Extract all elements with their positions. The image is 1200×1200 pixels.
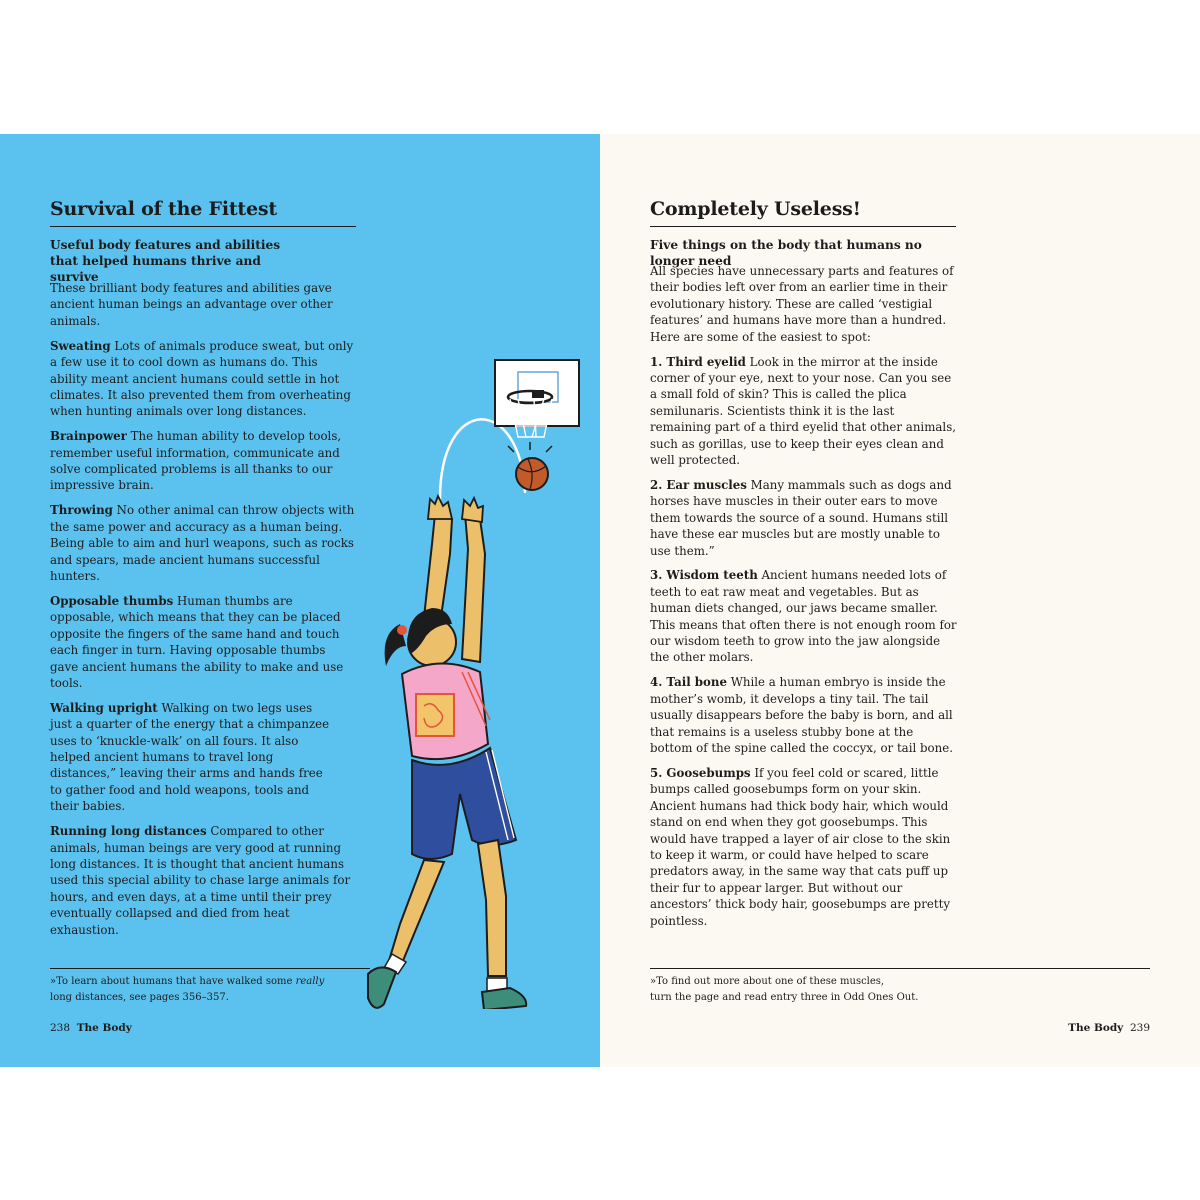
left-item-opposable-thumbs: Opposable thumbs Human thumbs are opposable, which means that they can be placed opposite the fingers of the same hand and touch each finger in turn. Having opposable thumbs gave ancient humans the ability to make and use tools.: [50, 593, 344, 690]
right-item-tail-bone: 4. Tail bone While a human embryo is inside the mother’s womb, it develops a tiny tail. The tail usually disappears before the baby is born, and all that remains is a useless stubby bone at the bottom of the spine called the coccyx, or tail bone.: [650, 675, 953, 755]
right-item-wisdom-teeth: 3. Wisdom teeth Ancient humans needed lots of teeth to eat raw meat and vegetables. But as human diets changed, our jaws became smaller. This means that often there is not enough room for our wisdom teeth to grow into the jaw alongside the other molars.: [650, 568, 957, 665]
book-spread: [0, 134, 1200, 1067]
left-footnote-rule: [50, 968, 370, 969]
left-folio: [50, 1022, 132, 1034]
right-footnote: »To find out more about one of these muscles, turn the page and read entry three in Odd Ones Out.: [650, 976, 919, 1003]
right-page-body: [650, 263, 958, 937]
left-item-sweating: Sweating Lots of animals produce sweat, but only a few use it to cool down as humans do. This ability meant ancient humans could settle in hot climates. It also prevented them from overheating when hunting animals over long distances.: [50, 338, 354, 419]
right-section-name: The Body: [1068, 1022, 1124, 1034]
left-page-body: [50, 280, 358, 947]
left-item-brainpower: Brainpower The human ability to develop tools, remember useful information, communicate and solve complicated problems is all thanks to our impressive brain.: [50, 429, 342, 493]
left-footnote: »To learn about humans that have walked some really long distances, see pages 356–357.: [50, 976, 325, 1003]
right-page-subtitle: Five things on the body that humans no longer need: [650, 238, 922, 268]
left-item-throwing: Throwing No other animal can throw objects with the same power and accuracy as a human being. Being able to aim and hurl weapons, such as rocks and spears, made ancient humans successful hunters.: [50, 503, 355, 583]
left-page-title: Survival of the Fittest: [50, 198, 356, 227]
right-page-number: 239: [1129, 1022, 1150, 1034]
right-page: [600, 134, 1200, 1067]
left-item-running: Running long distances Compared to other animals, human beings are very good at running long distances. It is thought that ancient humans used this special ability to chase large animals for hours, and even days, at a time until their prey eventually collapsed and died from heat exhaustion.: [50, 824, 351, 937]
left-intro: These brilliant body features and abilities gave ancient human beings an advantage over other animals.: [50, 281, 333, 328]
right-item-ear-muscles: 2. Ear muscles Many mammals such as dogs and horses have muscles in their outer ears to move them towards the source of a sound. Humans still have these ear muscles but are mostly unable to use them.”: [650, 477, 952, 558]
left-page-subtitle: Useful body features and abilities that helped humans thrive and survive: [50, 238, 281, 284]
left-page-number: 238: [50, 1022, 71, 1034]
right-footnote-rule: [650, 968, 1150, 969]
left-section-name: The Body: [76, 1022, 132, 1034]
left-item-walking-upright: Walking upright Walking on two legs uses just a quarter of the energy that a chimpanzee uses to ‘knuckle-walk’ on all fours. It also helped ancient humans to travel long distances,” leaving their arms and hands free to gather food and hold weapons, tools and their babies.: [50, 700, 330, 814]
right-page-title: Completely Useless!: [650, 198, 956, 227]
right-folio: [1068, 1022, 1150, 1034]
right-intro: All species have unnecessary parts and features of their bodies left over from an earlier time in their evolutionary history. These are called ‘vestigial features’ and humans have more than a hundred. Here are some of the easiest to spot:: [650, 264, 954, 344]
left-page: [0, 134, 600, 1067]
right-item-third-eyelid: 1. Third eyelid Look in the mirror at the inside corner of your eye, next to your nose. Can you see a small fold of skin? This is called the plica semilunaris. Scientists think it is the last remaining part of a third eyelid that other animals, such as gorillas, use to keep their eyes clean and well protected.: [650, 354, 956, 467]
basketball-girl-illustration: [340, 274, 600, 1009]
right-item-goosebumps: 5. Goosebumps If you feel cold or scared, little bumps called goosebumps form on your skin. Ancient humans had thick body hair, which would stand on end when they got goosebumps. This would have trapped a layer of air close to the skin to keep it warm, or could have helped to scare predators away, in the same way that cats puff up their fur to appear larger. But without our ancestors’ thick body hair, goosebumps are pretty pointless.: [650, 765, 951, 928]
